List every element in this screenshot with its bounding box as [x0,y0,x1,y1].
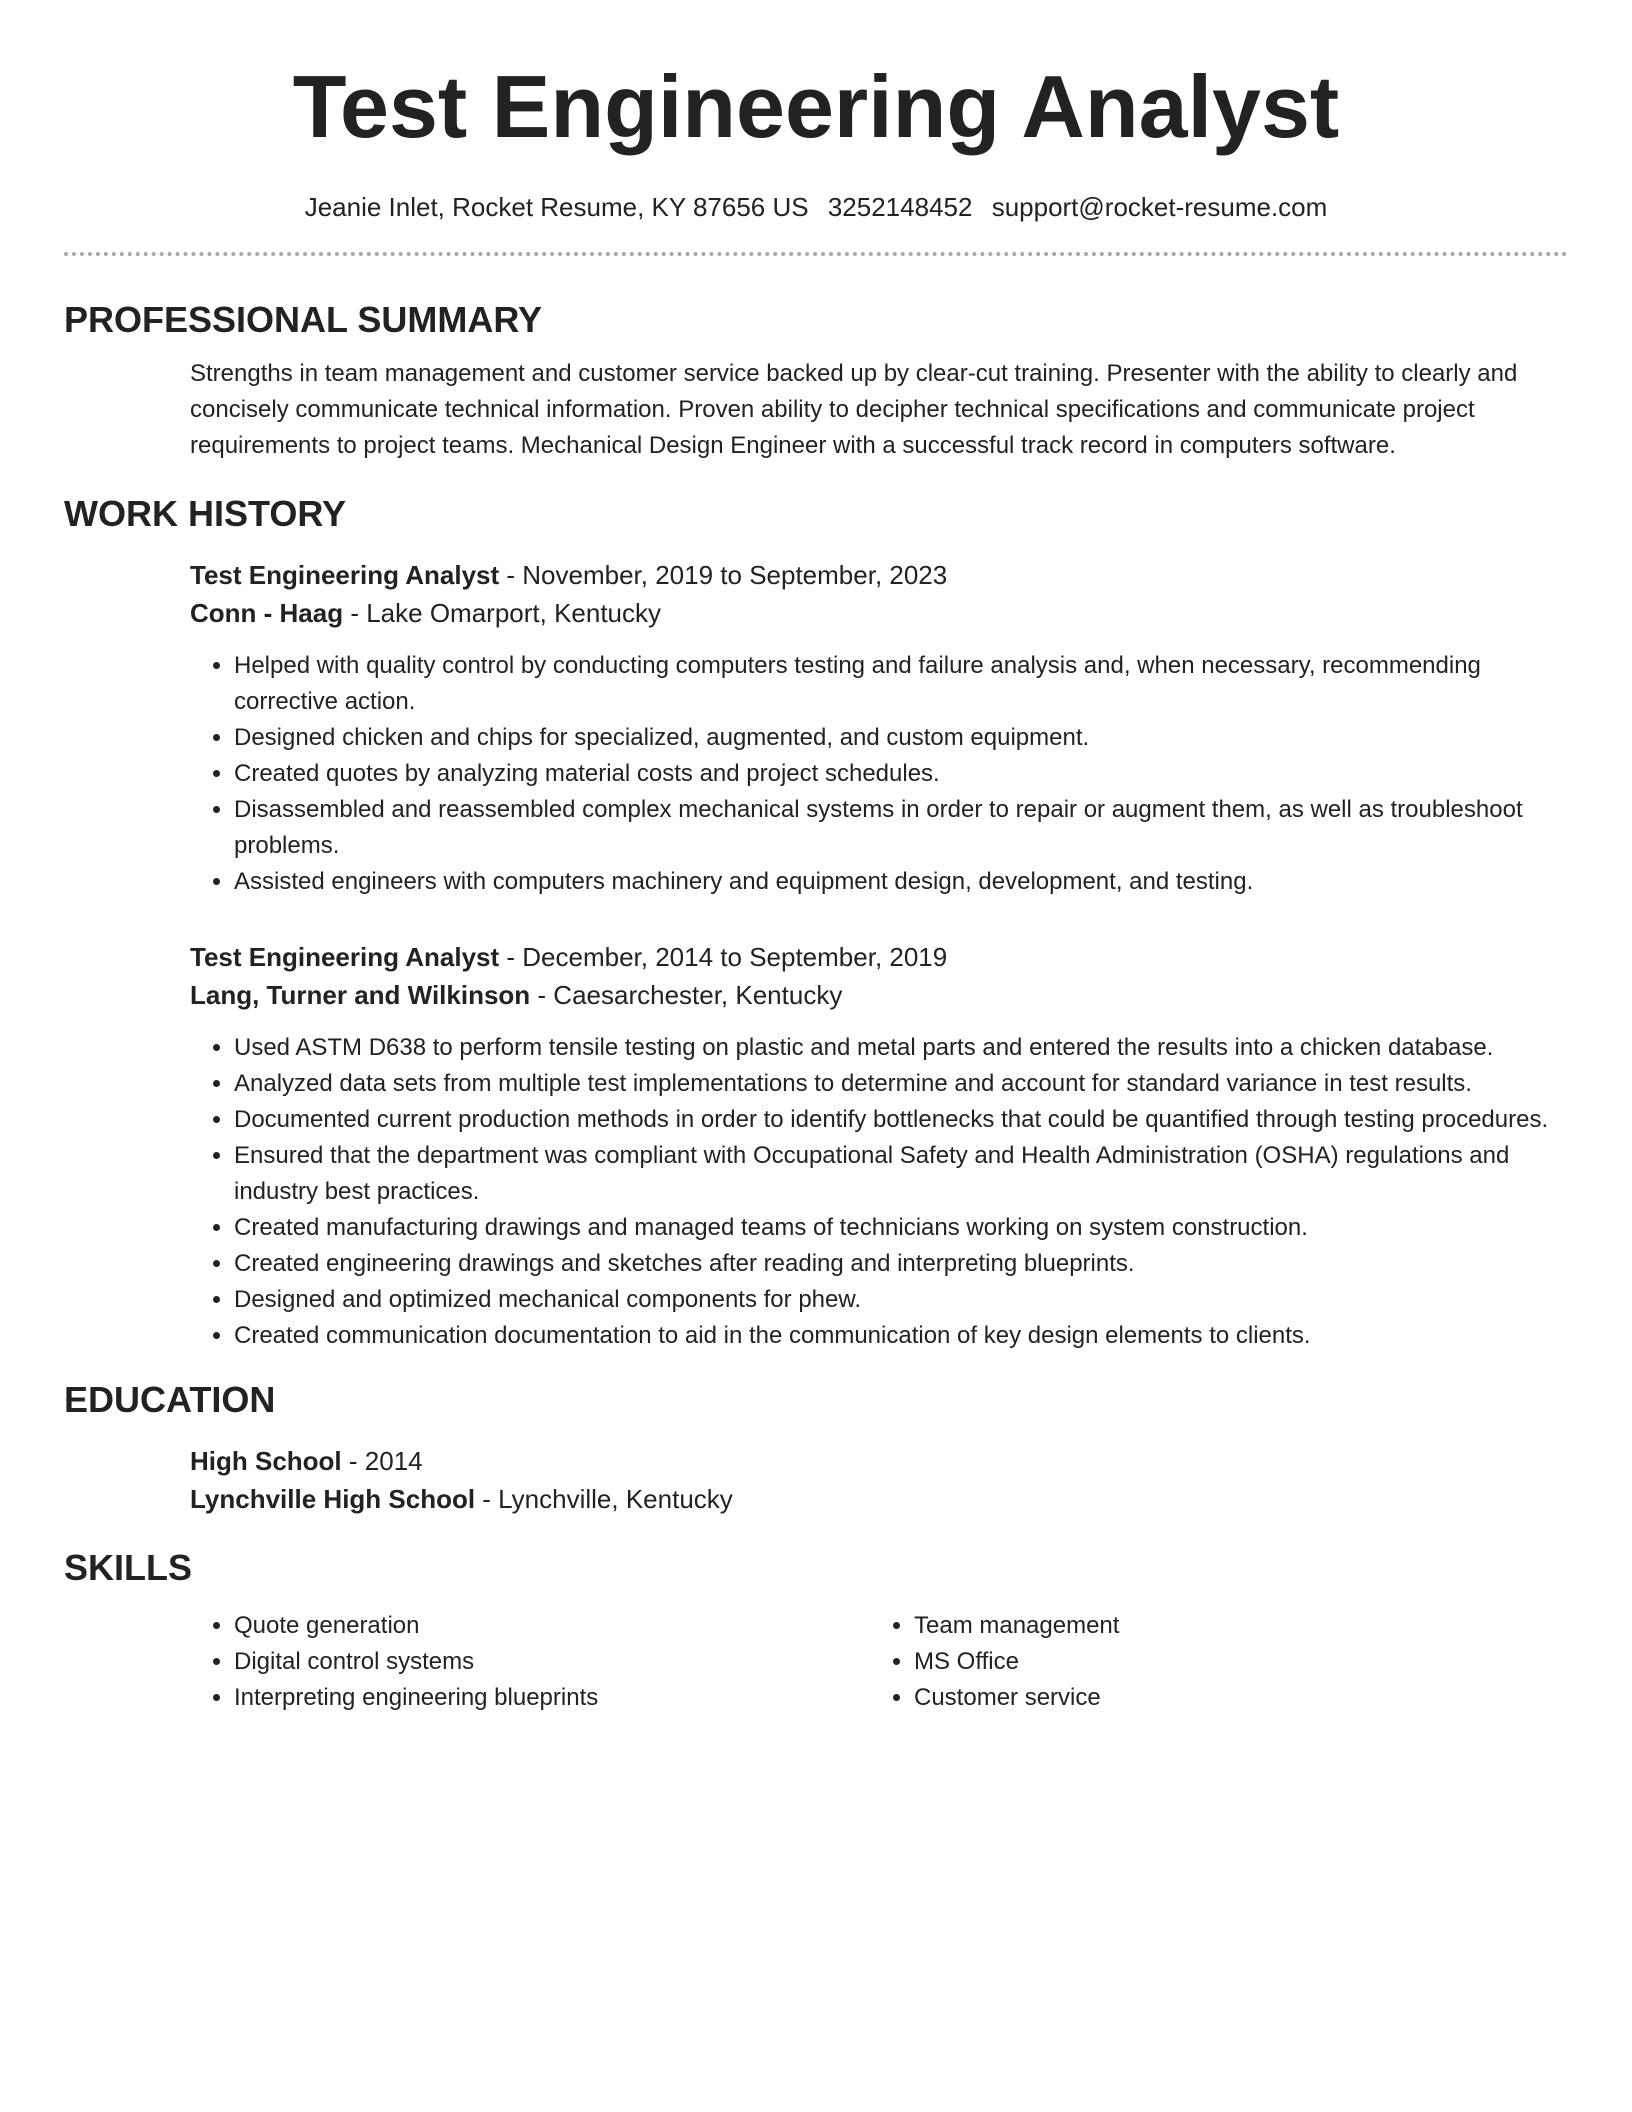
job-role-line [190,556,1568,594]
job-bullet: • Created quotes by analyzing material costs and project schedules. [234,756,1568,792]
education-year: - 2014 [341,1446,423,1476]
education-degree-line [190,1442,1568,1480]
header-divider [64,252,1568,256]
education-heading: EDUCATION [64,1379,276,1420]
resume-name-title: Test Engineering Analyst [292,57,1340,156]
education-school-line [190,1480,1568,1518]
skill-item: • MS Office [914,1644,1550,1680]
skills-heading: SKILLS [64,1547,193,1588]
education-entry [190,1442,1568,1518]
education-degree: High School [190,1446,342,1476]
contact-phone: 3252148452 [827,192,973,222]
job-role-line [190,938,1568,976]
skill-item: • Interpreting engineering blueprints [234,1680,870,1716]
skill-item: • Digital control systems [234,1644,870,1680]
job-location: - Caesarchester, Kentucky [530,980,843,1010]
skills-column-right [870,1608,1550,1716]
job-company-line [190,976,1568,1014]
skills-grid [190,1608,1568,1716]
job-bullet: • Documented current production methods in order to identify bottlenecks that could be quantified through testing procedures. [234,1102,1568,1138]
job-bullet: • Assisted engineers with computers machinery and equipment design, development, and testing. [234,864,1568,900]
job-entry-1 [190,556,1568,900]
job-dates: - November, 2019 to September, 2023 [499,560,948,590]
skill-item: • Team management [914,1608,1550,1644]
job-bullets [190,1030,1568,1354]
contact-email: support@rocket-resume.com [991,192,1328,222]
job-company-line [190,594,1568,632]
job-bullet: • Analyzed data sets from multiple test implementations to determine and account for standard variance in test results. [234,1066,1568,1102]
job-bullet: • Helped with quality control by conducting computers testing and failure analysis and, when necessary, recommending corrective action. [234,648,1568,720]
summary-heading: PROFESSIONAL SUMMARY [64,299,543,340]
job-bullet: • Created manufacturing drawings and managed teams of technicians working on system construction. [234,1210,1568,1246]
job-bullet: • Created communication documentation to aid in the communication of key design elements to clients. [234,1318,1568,1354]
job-bullet: • Designed chicken and chips for specialized, augmented, and custom equipment. [234,720,1568,756]
job-bullet: • Disassembled and reassembled complex mechanical systems in order to repair or augment them, as well as troubleshoot problems. [234,792,1568,864]
job-bullet: • Designed and optimized mechanical components for phew. [234,1282,1568,1318]
skill-item: • Customer service [914,1680,1550,1716]
job-role: Test Engineering Analyst [190,560,500,590]
skill-item: • Quote generation [234,1608,870,1644]
contact-address: Jeanie Inlet, Rocket Resume, KY 87656 US [304,192,809,222]
work-history-heading: WORK HISTORY [64,493,347,534]
job-bullet: • Ensured that the department was compliant with Occupational Safety and Health Administration (OSHA) regulations and industry best practices. [234,1138,1568,1210]
skills-column-left [190,1608,870,1716]
job-company: Lang, Turner and Wilkinson [190,980,531,1010]
job-entry-2 [190,938,1568,1354]
job-bullet: • Used ASTM D638 to perform tensile testing on plastic and metal parts and entered the results into a chicken database. [234,1030,1568,1066]
education-location: - Lynchville, Kentucky [475,1484,733,1514]
job-role: Test Engineering Analyst [190,942,500,972]
job-location: - Lake Omarport, Kentucky [343,598,662,628]
job-bullet: • Created engineering drawings and sketches after reading and interpreting blueprints. [234,1246,1568,1282]
resume-page [64,0,1568,1716]
education-school: Lynchville High School [190,1484,476,1514]
summary-text: Strengths in team management and customer service backed up by clear-cut training. Presenter with the ability to clearly and concisely communicate technical information. Proven ability to decipher technical specifications and communicate project requirements to project teams. Mechanical Design Engineer with a successful track record in computers software. [190,360,1518,459]
job-company: Conn - Haag [190,598,344,628]
job-dates: - December, 2014 to September, 2019 [499,942,948,972]
contact-line [64,190,1568,224]
job-bullets [190,648,1568,900]
